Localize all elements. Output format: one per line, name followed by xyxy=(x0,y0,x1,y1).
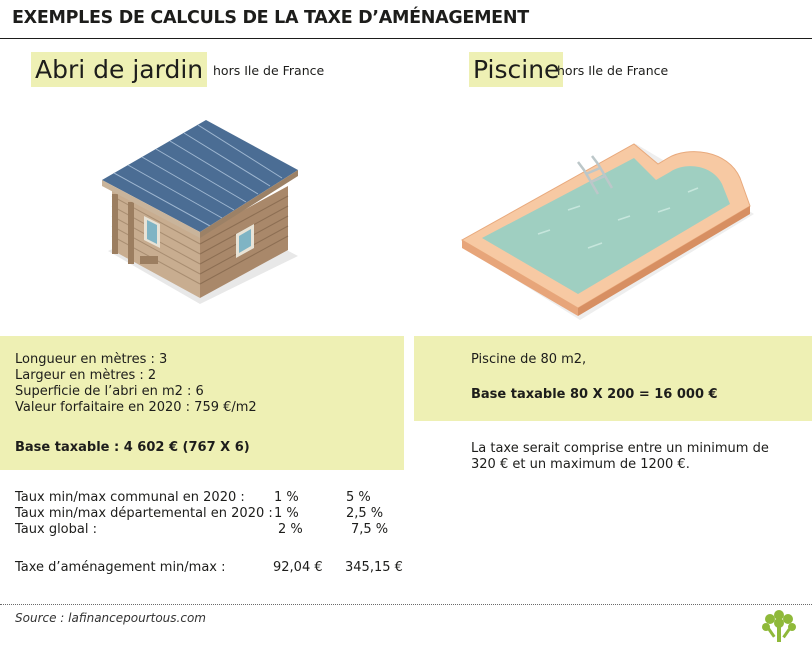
garden-shed-illustration xyxy=(100,116,300,306)
rate-min-communal: 1 % xyxy=(274,490,299,505)
rate-max-communal: 5 % xyxy=(346,490,371,505)
shed-taxable-base: Base taxable : 4 602 € (767 X 6) xyxy=(15,440,250,455)
pool-note-line2: 320 € et un maximum de 1200 €. xyxy=(471,457,690,472)
title-divider xyxy=(0,38,812,39)
source-credit: Source : lafinancepourtous.com xyxy=(15,611,206,625)
rate-min-global: 2 % xyxy=(278,522,303,537)
pool-note-line1: La taxe serait comprise entre un minimum de xyxy=(471,441,769,456)
rate-label-global: Taux global : xyxy=(15,522,97,537)
shed-region: hors Ile de France xyxy=(213,63,325,78)
tax-min: 92,04 € xyxy=(273,560,323,575)
rate-label-communal: Taux min/max communal en 2020 : xyxy=(15,490,245,505)
swimming-pool-illustration xyxy=(458,130,758,330)
rate-max-departmental: 2,5 % xyxy=(346,506,384,521)
pool-heading: Piscine xyxy=(469,52,563,87)
pool-area: Piscine de 80 m2, xyxy=(471,352,587,367)
pool-details-panel xyxy=(414,336,812,421)
pool-taxable-base: Base taxable 80 X 200 = 16 000 € xyxy=(471,387,718,402)
rate-min-departmental: 1 % xyxy=(274,506,299,521)
pool-region: hors Ile de France xyxy=(557,63,669,78)
shed-area: Superficie de l’abri en m2 : 6 xyxy=(15,384,204,399)
shed-width: Largeur en mètres : 2 xyxy=(15,368,157,383)
shed-heading: Abri de jardin xyxy=(31,52,207,87)
tax-label: Taxe d’aménagement min/max : xyxy=(15,560,226,575)
shed-length: Longueur en mètres : 3 xyxy=(15,352,168,367)
footer-divider xyxy=(0,604,812,605)
rate-label-departmental: Taux min/max départemental en 2020 : xyxy=(15,506,273,521)
shed-flat-value: Valeur forfaitaire en 2020 : 759 €/m2 xyxy=(15,400,257,415)
tax-max: 345,15 € xyxy=(345,560,403,575)
page-title: EXEMPLES DE CALCULS DE LA TAXE D’AMÉNAGEMENT xyxy=(12,8,529,28)
tree-logo-icon xyxy=(760,608,798,644)
rate-max-global: 7,5 % xyxy=(351,522,389,537)
